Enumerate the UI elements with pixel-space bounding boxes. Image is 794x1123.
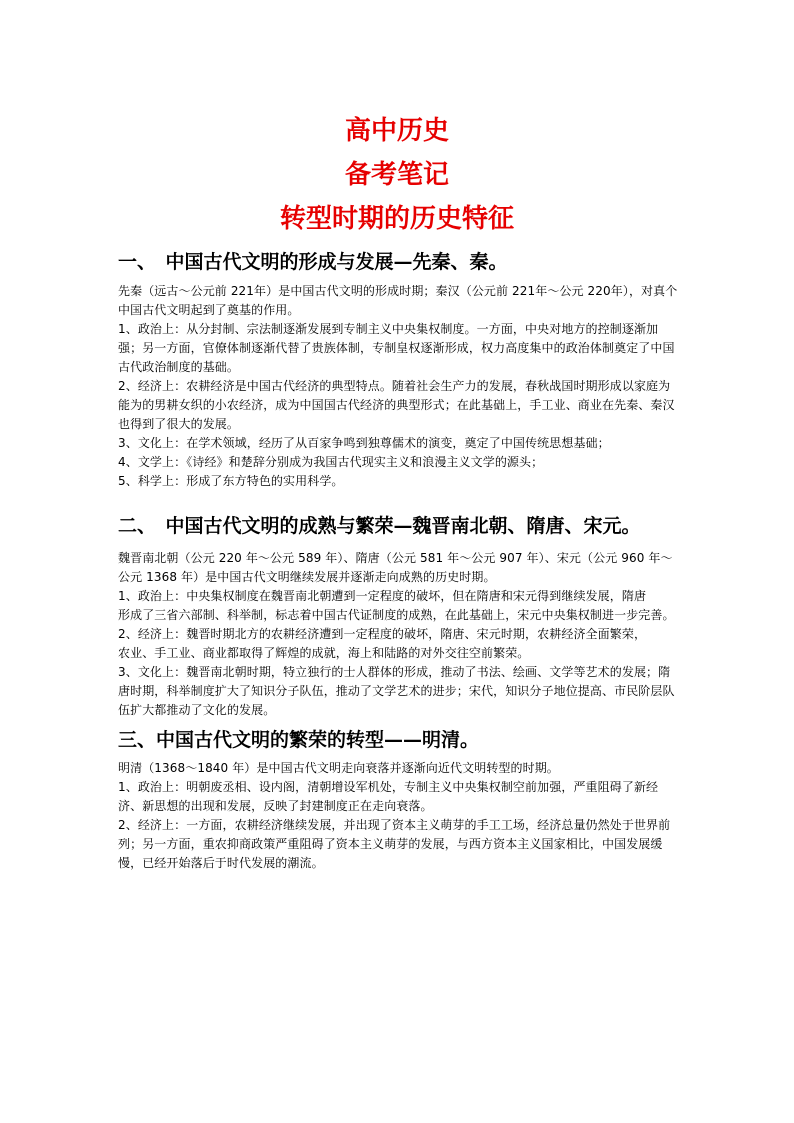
paragraph: 2、经济上：魏晋时期北方的农耕经济遭到一定程度的破坏，隋唐、宋元时期，农耕经济全面繁荣，: [118, 627, 647, 641]
paragraph: 5、科学上：形成了东方特色的实用科学。: [118, 474, 344, 488]
section-heading-2: 二、 中国古代文明的成熟与繁荣—魏晋南北朝、隋唐、宋元。: [118, 515, 641, 537]
main-title: 高中历史: [344, 116, 449, 146]
paragraph: 1、政治上：明朝废丞相、设内阁，清朝增设军机处，专制主义中央集权制空前加强，严重阻碍了新经济、新思想的出现和发展，反映了封建制度正在走向衰落。: [118, 780, 659, 813]
paragraph: 魏晋南北朝（公元 220 年～公元 589 年）、隋唐（公元 581 年～公元 907 年）、宋元（公元 960 年～公元 1368 年）是中国古代文明继续发展并逐渐走向成熟的历史时期。: [118, 551, 673, 584]
paragraph: 3、文化上：在学术领域，经历了从百家争鸣到独尊儒术的演变，奠定了中国传统思想基础；: [118, 436, 610, 450]
section-heading-1: 一、 中国古代文明的形成与发展—先秦、秦。: [118, 251, 508, 273]
paragraph: 2、经济上：一方面，农耕经济继续发展，并出现了资本主义萌芽的手工工场，经济总量仍然处于世界前列；另一方面，重农抑商政策严重阻碍了资本主义萌芽的发展，与西方资本主义国家相比，中国发展缓慢，已经开始落后于时代发展的潮流。: [118, 818, 671, 870]
title-block: [0, 116, 794, 248]
paragraph: 2、经济上：农耕经济是中国古代经济的典型特点。随着社会生产力的发展，春秋战国时期形成以家庭为能为的男耕女织的小农经济，成为中国国古代经济的典型形式；在此基础上，手工业、商业在先秦、秦汉也得到了很大的发展。: [118, 379, 675, 431]
subtitle: 备考笔记: [344, 160, 449, 190]
paragraph: 3、文化上：魏晋南北朝时期，特立独行的士人群体的形成，推动了书法、绘画、文学等艺术的发展；隋唐时期，科举制度扩大了知识分子队伍，推动了文学艺术的进步；宋代，知识分子地位提高、市民阶层队伍扩大都推动了文化的发展。: [118, 665, 675, 717]
document-body: [118, 248, 680, 873]
paragraph: 农业、手工业、商业都取得了辉煌的成就，海上和陆路的对外交往空前繁荣。: [118, 646, 530, 660]
topic-title: 转型时期的历史特征: [279, 204, 514, 234]
paragraph: 先秦（远古～公元前 221年）是中国古代文明的形成时期；秦汉（公元前 221年～公元 220年），对真个中国古代文明起到了奠基的作用。: [118, 284, 678, 317]
paragraph: 形成了三省六部制、科举制，标志着中国古代证制度的成熟，在此基础上，宋元中央集权制进一步完善。: [118, 608, 675, 622]
section-heading-3: 三、中国古代文明的繁荣的转型——明清。: [118, 729, 480, 751]
paragraph: 1、政治上：中央集权制度在魏晋南北朝遭到一定程度的破坏，但在隋唐和宋元得到继续发展，隋唐: [118, 589, 647, 603]
paragraph: 明清（1368～1840 年）是中国古代文明走向衰落并逐渐向近代文明转型的时期。: [118, 761, 559, 775]
paragraph: 4、文学上：《诗经》和楚辞分别成为我国古代现实主义和浪漫主义文学的源头；: [118, 455, 544, 469]
paragraph: 1、政治上：从分封制、宗法制逐渐发展到专制主义中央集权制度。一方面，中央对地方的控制逐渐加强；另一方面，官僚体制逐渐代替了贵族体制，专制皇权逐渐形成，权力高度集中的政治体制奠定了中国古代政治制度的基础。: [118, 322, 675, 374]
